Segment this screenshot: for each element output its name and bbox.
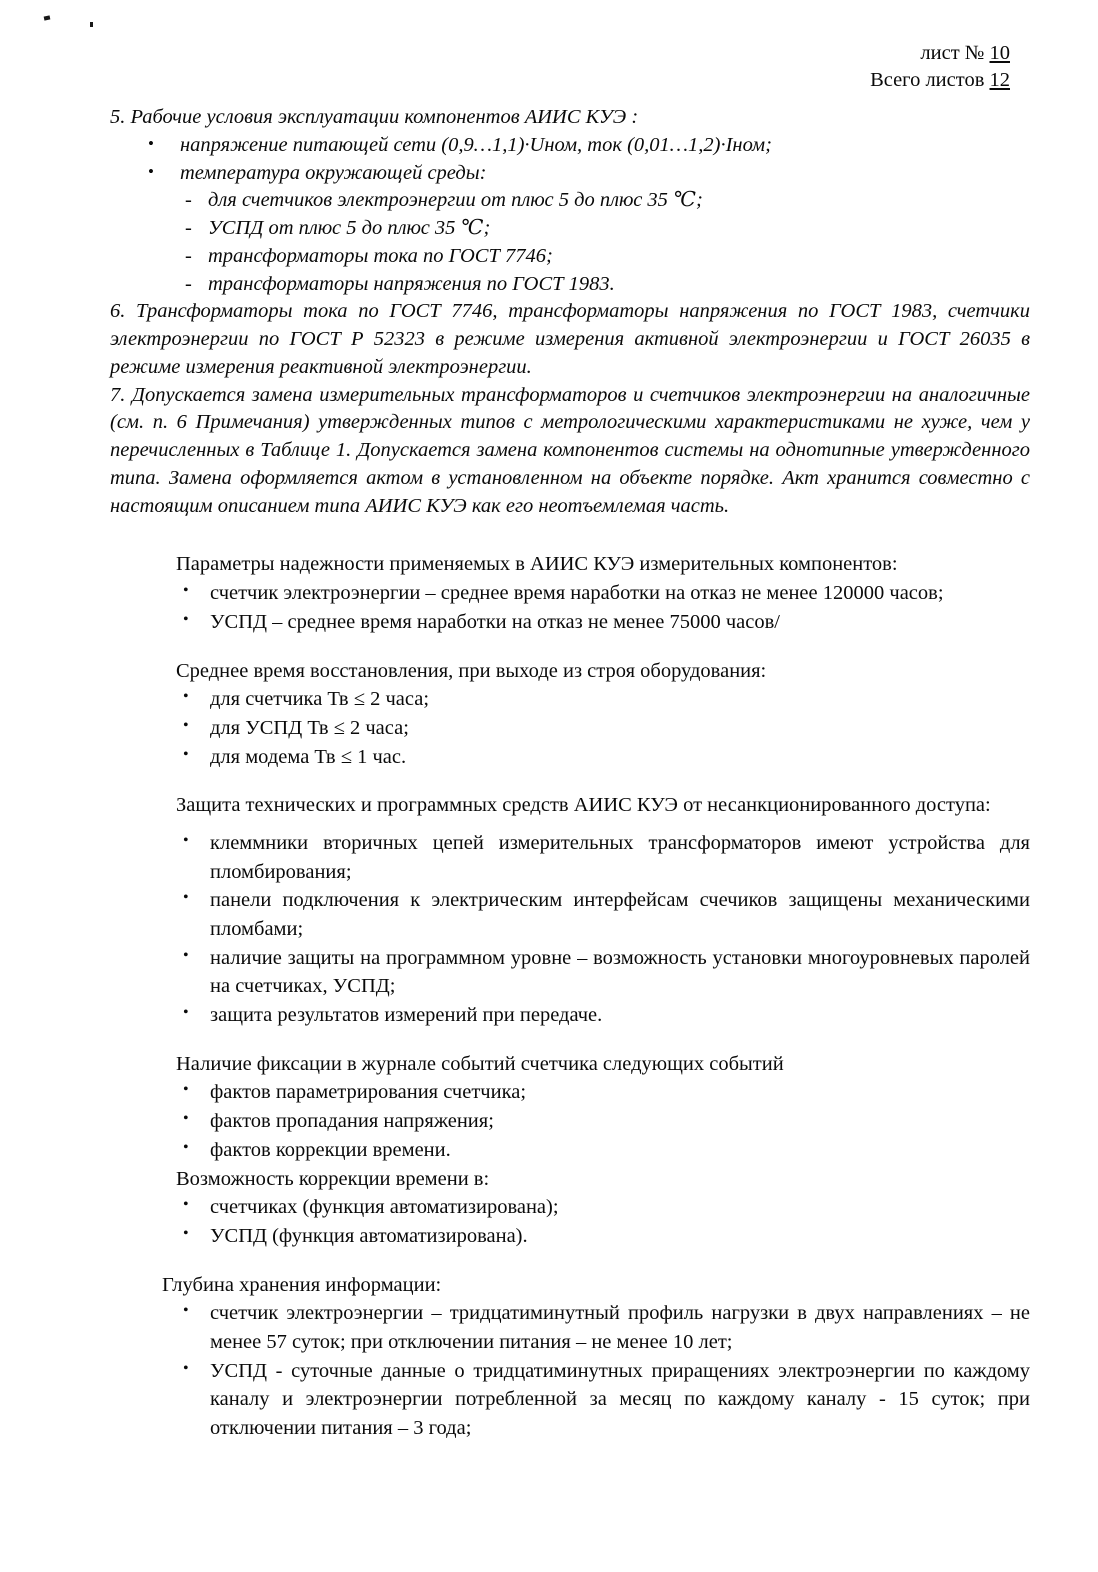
reliability-heading: Параметры надежности применяемых в АИИС КУЭ измерительных компонентов: — [176, 553, 898, 576]
list-item — [110, 743, 1030, 772]
list-item — [110, 944, 1030, 1001]
sheet-number-label: лист № — [920, 42, 990, 64]
list-item — [110, 187, 1030, 215]
list-item-text: для модема Тв ≤ 1 час. — [210, 745, 407, 768]
list-item — [110, 243, 1030, 271]
storage-section — [110, 1271, 1030, 1443]
bullet-icon: • — [183, 1110, 189, 1128]
list-item — [110, 829, 1030, 886]
list-item — [110, 1357, 1030, 1443]
protection-section — [110, 791, 1030, 1030]
recovery-section — [110, 657, 1030, 772]
list-item-text: счетчик электроэнергии – среднее время наработки на отказ не менее 120000 часов; — [210, 582, 944, 605]
section-5 — [110, 104, 1030, 298]
section-7 — [110, 382, 1030, 521]
total-sheets-line — [870, 67, 1010, 94]
list-item-text: фактов параметрирования счетчика; — [210, 1081, 527, 1104]
list-item — [110, 1001, 1030, 1030]
list-item-text: панели подключения к электрическим интерфейсам счечиков защищены механическими пломбами; — [210, 889, 1030, 941]
list-item-text: клеммники вторичных цепей измерительных трансформаторов имеют устройства для пломбирования; — [210, 831, 1030, 883]
list-item — [110, 579, 1030, 608]
recovery-heading: Среднее время восстановления, при выходе из строя оборудования: — [176, 659, 767, 682]
bullet-icon: • — [183, 1302, 189, 1320]
page-header — [870, 40, 1010, 94]
bullet-icon: • — [183, 610, 189, 628]
list-item — [110, 215, 1030, 243]
bullet-icon: • — [183, 1138, 189, 1156]
document-body — [110, 104, 1030, 1443]
list-item-text: для УСПД Тв ≤ 2 часа; — [210, 716, 409, 739]
list-item — [110, 1222, 1030, 1251]
storage-heading: Глубина хранения информации: — [162, 1273, 442, 1296]
list-item — [110, 886, 1030, 943]
dash-icon: - — [185, 244, 192, 267]
protection-heading: Защита технических и программных средств АИИС КУЭ от несанкционированного доступа: — [176, 794, 991, 817]
bullet-icon: • — [183, 1196, 189, 1214]
list-item — [110, 1136, 1030, 1165]
scan-artifact-speck — [90, 22, 93, 27]
list-item-text: счетчик электроэнергии – тридцатиминутный профиль нагрузки в двух направлениях – не менее 57 суток; при отключении питания – не менее 10 лет; — [210, 1302, 1030, 1353]
section-6 — [110, 298, 1030, 381]
bullet-icon: • — [183, 745, 189, 763]
list-item-text: защита результатов измерений при передаче. — [210, 1004, 603, 1027]
bullet-icon: • — [183, 889, 189, 907]
list-item-text: температура окружающей среды: — [180, 161, 487, 184]
list-item-text: счетчиках (функция автоматизирована); — [210, 1196, 559, 1219]
list-item — [110, 271, 1030, 299]
list-item-text: трансформаторы напряжения по ГОСТ 1983. — [208, 272, 615, 295]
list-item-text: фактов пропадания напряжения; — [210, 1110, 494, 1133]
bullet-icon: • — [148, 161, 154, 181]
list-item-text: напряжение питающей сети (0,9…1,1)·Uном, ток (0,01…1,2)·Iном; — [180, 133, 772, 156]
bullet-icon: • — [183, 946, 189, 964]
list-item — [110, 1299, 1030, 1356]
bullet-icon: • — [183, 582, 189, 600]
list-item — [110, 160, 1030, 188]
dash-icon: - — [185, 217, 192, 240]
list-item-text: для счетчиков электроэнергии от плюс 5 до плюс 35 ℃; — [208, 189, 703, 212]
events-subheading: Возможность коррекции времени в: — [176, 1167, 490, 1190]
bullet-icon: • — [183, 688, 189, 706]
section-6-text: 6. Трансформаторы тока по ГОСТ 7746, трансформаторы напряжения по ГОСТ 1983, счетчики электроэнергии по ГОСТ Р 52323 в режиме измерения активной электроэнергии и ГОСТ 26035 в режиме измерения реактивной электроэнергии. — [110, 300, 1030, 378]
total-sheets-label: Всего листов — [870, 69, 990, 92]
bullet-icon: • — [183, 1004, 189, 1022]
list-item — [110, 1193, 1030, 1222]
bullet-icon: • — [183, 1359, 189, 1377]
sheet-number-line — [870, 40, 1010, 67]
total-sheets-value: 12 — [989, 69, 1010, 92]
events-section — [110, 1050, 1030, 1251]
list-item-text: УСПД – среднее время наработки на отказ не менее 75000 часов/ — [210, 610, 780, 633]
dash-icon: - — [185, 189, 192, 212]
reliability-section — [110, 550, 1030, 636]
list-item — [110, 714, 1030, 743]
list-item — [110, 1078, 1030, 1107]
list-item-text: УСПД (функция автоматизирована). — [210, 1224, 528, 1247]
section-7-text: 7. Допускается замена измерительных трансформаторов и счетчиков электроэнергии на аналогичные (см. п. 6 Примечания) утвержденных типов с метрологическими характеристиками не хуже, чем у перечисленных в Таблице 1. Допускается замена компонентов системы на однотипные утвержденного типа. Замена оформляется актом в установленном на объекте порядке. Акт хранится совместно с настоящим описанием типа АИИС КУЭ как его неотъемлемая часть. — [110, 383, 1030, 517]
list-item-text: фактов коррекции времени. — [210, 1138, 451, 1161]
list-item — [110, 685, 1030, 714]
section-5-heading: 5. Рабочие условия эксплуатации компонентов АИИС КУЭ : — [110, 106, 639, 128]
list-item-text: трансформаторы тока по ГОСТ 7746; — [208, 244, 553, 267]
events-heading: Наличие фиксации в журнале событий счетчика следующих событий — [176, 1052, 784, 1075]
scan-artifact-speck — [44, 15, 51, 20]
dash-icon: - — [185, 272, 192, 295]
list-item-text: УСПД - суточные данные о тридцатиминутных приращениях электроэнергии по каждому каналу и электроэнергии потребленной за месяц по каждому каналу - 15 суток; при отключении питания – 3 года; — [210, 1359, 1030, 1440]
list-item-text: для счетчика Тв ≤ 2 часа; — [210, 688, 430, 711]
bullet-icon: • — [183, 716, 189, 734]
list-item — [110, 132, 1030, 160]
bullet-icon: • — [183, 831, 189, 849]
bullet-icon: • — [183, 1081, 189, 1099]
sheet-number-value: 10 — [989, 42, 1010, 64]
list-item — [110, 608, 1030, 637]
bullet-icon: • — [183, 1224, 189, 1242]
bullet-icon: • — [148, 133, 154, 153]
list-item-text: наличие защиты на программном уровне – возможность установки многоуровневых паролей на счетчиках, УСПД; — [210, 946, 1030, 998]
list-item — [110, 1107, 1030, 1136]
list-item-text: УСПД от плюс 5 до плюс 35 ℃; — [208, 217, 491, 240]
